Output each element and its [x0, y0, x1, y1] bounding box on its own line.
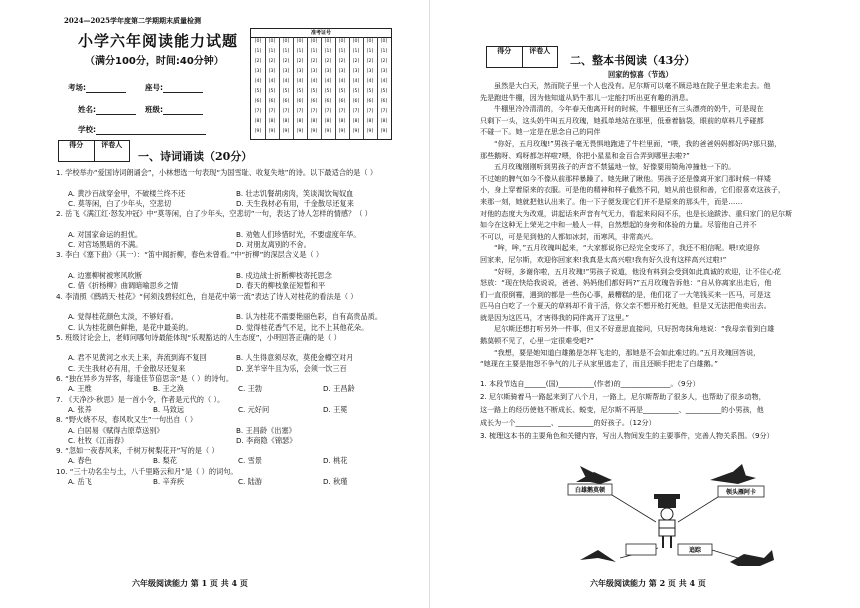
passage-line: 不可以，可是见到他的人都如冰封，而寒风，非常高兴。	[480, 231, 658, 241]
ticket-digit-bubble[interactable]: [3]	[296, 69, 304, 74]
passage-line: 那些鹅呀、鸡呀都怎样啦?喂，你把小星星和金百合弄到哪里去啦?”	[480, 150, 690, 160]
exam-title: 小学六年阅读能力试题	[78, 32, 239, 50]
goose-label: 白雄鹅莫顿	[574, 487, 606, 494]
ticket-digit-bubble[interactable]: [6]	[282, 99, 290, 104]
question-stem: 2. 岳飞《满江红·怒发冲冠》中“莫等闲，白了少年头，空悲切”一句，表达了诗人怎样的情感？（ ）	[56, 209, 372, 219]
ticket-digit-bubble[interactable]: [4]	[296, 79, 304, 84]
relationship-diagram	[560, 462, 780, 572]
task-line: 3. 梳理这本书的主要角色和关键内容，写出人物间发生的主要事件，完善人物关系图。（9分）	[480, 431, 774, 440]
passage-line: 回家来，尼尔斯，欢迎你回家来!我真是太高兴啦!我有好久没有这样高兴过啦!”	[480, 254, 727, 264]
ticket-digit-bubble[interactable]: [7]	[338, 109, 346, 114]
ticket-digit-bubble[interactable]: [7]	[254, 109, 262, 114]
section1-title: 一、诗词诵读（20分）	[138, 150, 253, 163]
question-option[interactable]: C. 杜牧《江南春》	[68, 435, 128, 445]
ticket-digit-bubble[interactable]: [0]	[282, 39, 290, 44]
passage-line: 不碰一下。她一定是在思念自己的同伴	[480, 127, 601, 137]
ticket-digit-bubble[interactable]: [4]	[282, 79, 290, 84]
right-page	[430, 0, 860, 608]
ticket-digit-bubble[interactable]: [9]	[366, 129, 374, 134]
ticket-digit-bubble[interactable]: [8]	[268, 119, 276, 124]
passage-line: “她现在主要是抱怨不争气的儿子从家里逃走了，而且还顺手把走了白雄鹅。”	[480, 359, 718, 369]
ticket-digit-bubble[interactable]: [9]	[310, 129, 318, 134]
page1-footer: 六年级阅读能力 第 1 页 共 4 页	[132, 578, 248, 588]
score-label: 得分	[59, 141, 95, 161]
task-line: 2. 尼尔斯骑着马一路起来到了八个月，一路上，尼尔斯帮助了很多人，也帮助了很多动物，	[480, 392, 766, 401]
ticket-digit-column[interactable]	[293, 37, 308, 139]
ticket-digit-bubble[interactable]: [9]	[352, 129, 360, 134]
ticket-digit-bubble[interactable]: [2]	[254, 59, 262, 64]
ticket-digit-bubble[interactable]: [5]	[268, 89, 276, 94]
question-option[interactable]: A. 觉得桂花颜色太淡，不够好看。	[68, 312, 178, 322]
ticket-digit-bubble[interactable]: [4]	[338, 79, 346, 84]
ticket-digit-bubble[interactable]: [2]	[268, 59, 276, 64]
ticket-digit-bubble[interactable]: [7]	[268, 109, 276, 114]
ticket-digit-bubble[interactable]: [0]	[380, 39, 388, 44]
ticket-digit-bubble[interactable]: [5]	[310, 89, 318, 94]
ticket-digit-bubble[interactable]: [5]	[282, 89, 290, 94]
ticket-digit-bubble[interactable]: [7]	[324, 109, 332, 114]
ticket-digit-bubble[interactable]: [0]	[268, 39, 276, 44]
ticket-digit-bubble[interactable]: [1]	[282, 49, 290, 54]
question-option[interactable]: A. 春色	[68, 456, 92, 466]
ticket-digit-bubble[interactable]: [3]	[352, 69, 360, 74]
ticket-digit-bubble[interactable]: [3]	[310, 69, 318, 74]
ticket-digit-bubble[interactable]: [4]	[254, 79, 262, 84]
grader-label-2: 评卷人	[529, 47, 551, 55]
ticket-digit-bubble[interactable]: [3]	[380, 69, 388, 74]
passage-line: 对他的态度大为改观，讲起话来声音有气无力，看起来闷闷不乐，也是长途跋涉、重归家门的尼尔斯	[480, 208, 793, 218]
ticket-digit-bubble[interactable]: [3]	[282, 69, 290, 74]
question-stem: 6. “独在异乡为异客，每逢佳节倍思亲”是（ ）的诗句。	[56, 374, 234, 383]
task-line: 1. 本段节选自______(国)__________(作者)的______________。（9分）	[480, 379, 700, 388]
ticket-digit-bubble[interactable]: [1]	[268, 49, 276, 54]
ticket-digit-bubble[interactable]: [0]	[366, 39, 374, 44]
ticket-digit-bubble[interactable]: [4]	[380, 79, 388, 84]
ticket-digit-bubble[interactable]: [6]	[296, 99, 304, 104]
ticket-digit-bubble[interactable]: [7]	[366, 109, 374, 114]
ticket-digit-bubble[interactable]: [8]	[366, 119, 374, 124]
ticket-digit-bubble[interactable]: [6]	[352, 99, 360, 104]
question-stem: 4. 李清照《鹧鸪天·桂花》“何须浅碧轻红色，自是花中第一流”表达了诗人对桂花的看法是（ ）	[56, 291, 358, 301]
passage-line: “我想，要是她知道白雄鹅是怎样飞走的，那她是不会如此难过的。”五月玫瑰回答说，	[494, 347, 761, 357]
passage-body	[480, 80, 858, 370]
question-option[interactable]: A. 岳飞	[68, 477, 92, 486]
fox-drawing	[730, 550, 774, 566]
question-stem: 3. 李白《塞下曲》（其一）：“笛中闻折柳，春色未曾看。”中“折柳”的深层含义是（ ）	[56, 250, 324, 260]
question-stem: 7. 《天净沙·秋思》是一首小令，作者是元代的（ ）。	[56, 394, 225, 404]
seat-field: 座号:	[145, 82, 203, 93]
ticket-digit-bubble[interactable]: [3]	[324, 69, 332, 74]
question-option[interactable]: A. 白居易《赋得古原草送别》	[68, 425, 164, 435]
question-option[interactable]: D. 春天的柳枝象征短暂和平	[236, 281, 326, 291]
ticket-digit-bubble[interactable]: [4]	[310, 79, 318, 84]
passage-line: “你好，五月玫瑰!”男孩子毫无畏惧地跑进了牛栏里面，“喂，我的爸爸妈妈都好吗?那只猫，	[494, 138, 782, 148]
question-stem: 9. “忽如一夜春风来，千树万树梨花开”写的是（ ）	[56, 446, 219, 456]
question-option[interactable]: D. 觉得桂花香气不足，比不上其他花朵。	[236, 322, 369, 332]
ticket-digit-bubble[interactable]: [2]	[338, 59, 346, 64]
question-option[interactable]: B. 壮志饥餐胡虏肉，笑谈渴饮匈奴血	[236, 188, 354, 198]
question-option[interactable]: C. 莫等闲，白了少年头，空悲切	[68, 198, 172, 208]
ticket-digit-bubble[interactable]: [8]	[282, 119, 290, 124]
passage-line: 小，身上穿着原来的衣服。可是他的精神和样子截然不同，她从前也很和善，它们很喜欢这孩子，	[480, 185, 786, 195]
ticket-digit-bubble[interactable]: [6]	[338, 99, 346, 104]
ticket-digit-bubble[interactable]: [8]	[310, 119, 318, 124]
exam-site-field: 考场:	[68, 82, 126, 93]
question-option[interactable]: C. 天生我材必有用，千金散尽还复来	[68, 363, 186, 373]
ticket-digit-column[interactable]	[321, 37, 336, 139]
question-stem: 8. “野火烧不尽，春风吹又生”一句出自（ ）	[56, 415, 198, 425]
passage-line: “好呀，多谢你啦，五月玫瑰!”男孩子说道，他没有料到会受到如此真诚的欢迎，让不住心花	[494, 266, 781, 276]
question-option[interactable]: C. 借《折杨柳》曲调暗喻思乡之情	[68, 281, 179, 291]
question-option[interactable]: C. 元好问	[238, 404, 270, 414]
ticket-digit-bubble[interactable]: [7]	[310, 109, 318, 114]
ticket-digit-bubble[interactable]: [9]	[380, 129, 388, 134]
task-line: 成长为一个__________、__________的好孩子。（12分）	[480, 418, 656, 427]
ticket-digit-bubble[interactable]: [7]	[296, 109, 304, 114]
ticket-digit-bubble[interactable]: [8]	[338, 119, 346, 124]
ticket-digit-bubble[interactable]: [4]	[366, 79, 374, 84]
ticket-digit-bubble[interactable]: [5]	[254, 89, 262, 94]
section2-title: 二、整本书阅读（43分）	[570, 54, 696, 67]
ticket-digit-bubble[interactable]: [3]	[338, 69, 346, 74]
ticket-digit-bubble[interactable]: [3]	[366, 69, 374, 74]
ticket-digit-column[interactable]	[265, 37, 280, 139]
question-option[interactable]: C. 认为桂花颜色鲜艳，是花中最美的。	[68, 322, 193, 332]
question-option[interactable]: D. 天生我材必有用，千金散尽还复来	[236, 198, 354, 208]
ticket-digit-bubble[interactable]: [2]	[324, 59, 332, 64]
passage-line: 来那一刻，她就把他认出来了。他一下子便发现它们并不是原来的那头牛，而是……	[480, 196, 743, 206]
question-option[interactable]: B. 人生得意须尽欢，莫使金樽空对月	[236, 353, 354, 363]
question-option[interactable]: D. 王冕	[323, 404, 348, 414]
ticket-digit-bubble[interactable]: [0]	[310, 39, 318, 44]
page2-footer: 六年级阅读能力 第 2 页 共 4 页	[590, 578, 706, 588]
ticket-digit-column[interactable]	[307, 37, 322, 139]
question-option[interactable]: D. 秋瑾	[323, 477, 348, 486]
ticket-digit-bubble[interactable]: [9]	[282, 129, 290, 134]
ticket-digit-bubble[interactable]: [5]	[324, 89, 332, 94]
school-field: 学校:	[78, 124, 206, 135]
ticket-digit-bubble[interactable]: [1]	[296, 49, 304, 54]
ticket-digit-bubble[interactable]: [4]	[324, 79, 332, 84]
ticket-digit-bubble[interactable]: [0]	[338, 39, 346, 44]
passage-line: 尼尔斯还想打听另外一件事，但又不好意思直接问，只好拐弯抹角地说：“我母亲看到白雄	[494, 324, 775, 334]
ticket-digit-bubble[interactable]: [8]	[380, 119, 388, 124]
task-list	[480, 377, 858, 442]
question-option[interactable]: C. 雪景	[238, 456, 262, 466]
question-option[interactable]: B. 戍边战士折断柳枝寄托思念	[236, 271, 332, 280]
ticket-number-grid	[250, 28, 392, 140]
ticket-digit-bubble[interactable]: [6]	[380, 99, 388, 104]
ticket-number-label: 准考证号	[251, 29, 391, 38]
score-box-2	[486, 46, 558, 68]
ticket-digit-bubble[interactable]: [7]	[282, 109, 290, 114]
exam-subtitle: （满分100分，时间:40分钟）	[85, 56, 224, 67]
ticket-digit-bubble[interactable]: [5]	[296, 89, 304, 94]
ticket-digit-bubble[interactable]: [1]	[254, 49, 262, 54]
ticket-digit-bubble[interactable]: [5]	[338, 89, 346, 94]
question-option[interactable]: D. 桃花	[323, 456, 348, 466]
ticket-digit-bubble[interactable]: [1]	[352, 49, 360, 54]
ticket-digit-bubble[interactable]: [6]	[268, 99, 276, 104]
ticket-digit-bubble[interactable]: [2]	[380, 59, 388, 64]
question-option[interactable]: A. 王维	[68, 384, 92, 394]
question-option[interactable]: B. 劝勉人们珍惜时光，不要虚度年华。	[236, 229, 361, 239]
question-option[interactable]: B. 王之涣	[153, 384, 185, 394]
akka-label: 领头雁阿卡	[725, 489, 757, 496]
passage-line: 们一直很倒霉，遇到的都是一些伤心事，最糟糕的是，他们花了一大笔钱买来一匹马，可是这	[480, 289, 771, 299]
wild-goose-drawing	[710, 464, 756, 484]
chase-label: 追踪	[688, 547, 702, 554]
ticket-digit-bubble[interactable]: [1]	[324, 49, 332, 54]
link-goose-nils	[612, 495, 656, 522]
bird-drawing-bottom-left	[580, 550, 616, 562]
ticket-digit-bubble[interactable]: [2]	[296, 59, 304, 64]
passage-line: 怒放：“现在快给我说说，爸爸、妈妈他们都好吗?”五月玫瑰告诉他：“自从你离家出走后，他	[480, 278, 772, 288]
passage-line: 只剩下一头，这头奶牛叫五月玫瑰，她孤单地站在那里，低垂着脑袋，眼前的草料几乎碰都	[480, 115, 764, 125]
ticket-digit-bubble[interactable]: [2]	[366, 59, 374, 64]
question-option[interactable]: A. 张养	[68, 404, 92, 414]
passage-line: 不过她的脾气如今不像从前那样暴躁了。她先瞅了瞅他。男孩子还是像离开家门那时候一样矮	[480, 173, 771, 183]
ticket-digit-bubble[interactable]: [4]	[352, 79, 360, 84]
ticket-digit-bubble[interactable]: [8]	[324, 119, 332, 124]
question-stem: 10. “三十功名尘与土，八千里路云和月”是（ ）的词句。	[56, 466, 238, 476]
question-option[interactable]: D. 对朋友离别的不舍。	[236, 240, 311, 250]
ticket-digit-bubble[interactable]: [0]	[296, 39, 304, 44]
link-right-bottom	[712, 550, 738, 558]
ticket-digit-bubble[interactable]: [3]	[254, 69, 262, 74]
passage-line: 如今在这种无上荣光之中和一般人一样，自然想起的身旁和体验的力量。尽管他自己并不	[480, 220, 757, 230]
class-field: 班级:	[145, 104, 203, 115]
ticket-digit-bubble[interactable]: [1]	[366, 49, 374, 54]
ticket-digit-column[interactable]	[279, 37, 294, 139]
ticket-digit-bubble[interactable]: [5]	[366, 89, 374, 94]
ticket-digit-bubble[interactable]: [1]	[310, 49, 318, 54]
question-option[interactable]: D. 烹羊宰牛且为乐，会须一饮三百	[236, 363, 347, 373]
question-option[interactable]: B. 王昌龄《出塞》	[236, 425, 296, 435]
exam-header: 2024—2025学年度第二学期期末质量检测	[64, 16, 201, 25]
ticket-digit-column[interactable]	[335, 37, 350, 139]
task-line: 这一路上的经历使他不断成长、蜕变，尼尔斯不再是__________、__________的小男孩，他	[480, 405, 764, 414]
passage-line: 五月玫瑰刚刚听到男孩子的声音不禁猛地一惊，好像要用犄角冲撞他一下的。	[494, 162, 736, 172]
ticket-digit-column[interactable]	[251, 37, 266, 139]
ticket-digit-bubble[interactable]: [7]	[380, 109, 388, 114]
ticket-digit-bubble[interactable]: [0]	[254, 39, 262, 44]
ticket-digit-bubble[interactable]: [8]	[296, 119, 304, 124]
ticket-digit-bubble[interactable]: [9]	[254, 129, 262, 134]
question-option[interactable]: C. 对官场黑暗的不满。	[68, 240, 143, 250]
question-option[interactable]: A. 黄沙百战穿金甲，不破楼兰终不还	[68, 188, 186, 198]
link-akka-nils	[678, 497, 718, 522]
ticket-digit-bubble[interactable]: [8]	[254, 119, 262, 124]
grader-label: 评卷人	[101, 141, 123, 149]
ticket-digit-bubble[interactable]: [4]	[268, 79, 276, 84]
score-box-1	[58, 140, 130, 162]
name-field: 姓名:	[78, 104, 136, 115]
question-option[interactable]: A. 边塞柳树被寒风吹断	[68, 271, 143, 280]
ticket-digit-bubble[interactable]: [3]	[268, 69, 276, 74]
passage-line: 牛棚里冷冷清清的，今年春天他离开时的时候，牛棚里还有三头漂亮的奶牛，可是现在	[494, 104, 764, 114]
ticket-digit-bubble[interactable]: [1]	[338, 49, 346, 54]
passage-line: 匹马自白吃了一个夏天的草料却不肯干活，你父亲不想开枪打死他，但是又无法把他卖出去。	[480, 301, 771, 311]
ticket-digit-bubble[interactable]: [8]	[352, 119, 360, 124]
ticket-digit-bubble[interactable]: [9]	[338, 129, 346, 134]
ticket-digit-bubble[interactable]: [2]	[352, 59, 360, 64]
ticket-digit-bubble[interactable]: [7]	[352, 109, 360, 114]
ticket-digit-bubble[interactable]: [6]	[310, 99, 318, 104]
question-option[interactable]: D. 王昌龄	[323, 384, 355, 394]
passage-title: 回家的惊喜（节选）	[608, 70, 673, 79]
ticket-digit-bubble[interactable]: [5]	[380, 89, 388, 94]
question-stem: 1. 学校举办“爱国诗词朗诵会”，小林想选一句表现“为国雪耻、收复失地”的诗。以下最适合的是（ ）	[56, 168, 378, 177]
question-stem: 5. 班级讨论会上，老师问哪句诗最能体现“乐观豁达的人生态度”，小明回答正确的是（ ）	[56, 332, 341, 342]
nils-drawing	[654, 494, 680, 548]
ticket-digit-column[interactable]	[349, 37, 364, 139]
ticket-digit-bubble[interactable]: [5]	[352, 89, 360, 94]
question-option[interactable]: D. 李商隐《锦瑟》	[236, 435, 297, 445]
blank-box-left	[626, 544, 656, 555]
passage-line: 虽然是大白天，然而院子里一个人也没有。尼尔斯可以毫不顾忌地在院子里走来走去。他	[494, 81, 771, 90]
score-label-2: 得分	[487, 47, 523, 67]
question-option[interactable]: A. 对国家命运的担忧。	[68, 229, 143, 239]
ticket-digit-bubble[interactable]: [2]	[282, 59, 290, 64]
question-option[interactable]: B. 认为桂花不需要艳丽色彩，自有高贵品质。	[236, 312, 383, 322]
question-option[interactable]: B. 马致远	[153, 404, 185, 414]
passage-line: “哞，哞，”五月玫瑰叫起来，“大家都说你已经完全变坏了，我还不相信呢。喂!欢迎你	[494, 243, 760, 253]
passage-line: 就是因为这匹马，才害得我的同伴离开了这里。”	[480, 312, 630, 322]
ticket-digit-bubble[interactable]: [0]	[352, 39, 360, 44]
question-option[interactable]: C. 王勃	[238, 384, 262, 394]
question-option[interactable]: C. 陆游	[238, 477, 262, 486]
ticket-digit-bubble[interactable]: [6]	[366, 99, 374, 104]
ticket-digit-bubble[interactable]: [9]	[324, 129, 332, 134]
ticket-digit-bubble[interactable]: [9]	[296, 129, 304, 134]
ticket-digit-bubble[interactable]: [2]	[310, 59, 318, 64]
ticket-digit-bubble[interactable]: [9]	[268, 129, 276, 134]
ticket-digit-column[interactable]	[377, 37, 391, 139]
ticket-digit-bubble[interactable]: [6]	[324, 99, 332, 104]
question-option[interactable]: A. 君不见黄河之水天上来，奔流到海不复回	[68, 353, 207, 363]
question-option[interactable]: B. 梨花	[153, 456, 177, 466]
ticket-digit-bubble[interactable]: [6]	[254, 99, 262, 104]
question-option[interactable]: B. 辛弃疾	[153, 477, 185, 486]
passage-line: 鹅莫顿不见了，心里一定很难受吧?”	[480, 336, 594, 346]
goose-drawing-left	[576, 466, 612, 484]
ticket-digit-bubble[interactable]: [1]	[380, 49, 388, 54]
ticket-digit-bubble[interactable]: [0]	[324, 39, 332, 44]
ticket-digit-column[interactable]	[363, 37, 378, 139]
passage-line: 先是跑进牛棚，因为他知道从奶牛那儿一定能打听出更有趣的消息。	[480, 92, 693, 102]
